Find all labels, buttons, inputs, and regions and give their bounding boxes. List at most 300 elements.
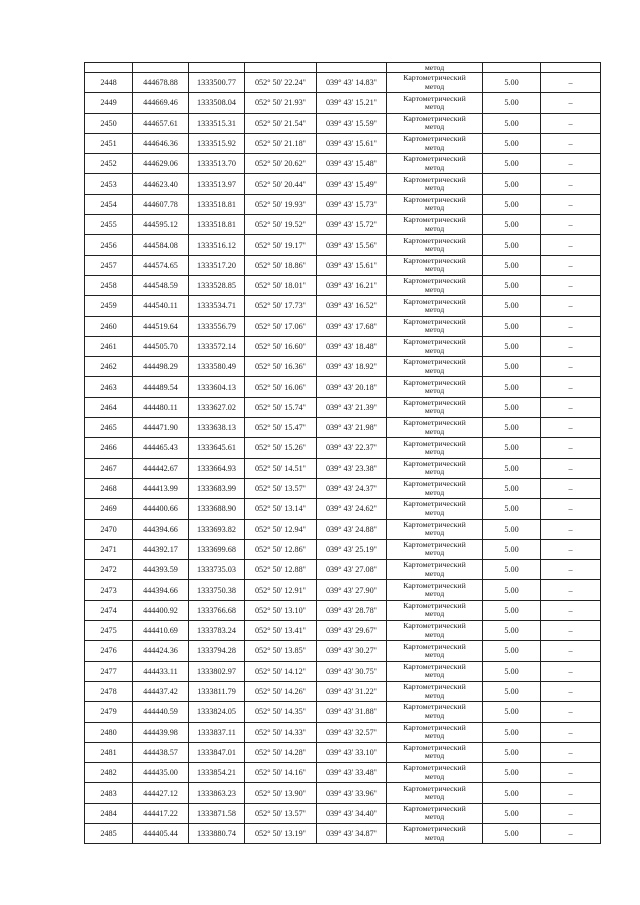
note-cell: – [541,215,601,235]
longitude-cell: 039° 43' 23.38" [317,458,387,478]
latitude-cell: 052° 50' 20.44" [245,174,317,194]
table-row [85,519,601,539]
longitude-cell: 039° 43' 17.68" [317,316,387,336]
table-row [85,478,601,498]
y-coordinate-cell: 1333518.81 [189,194,245,214]
y-coordinate-cell: 1333516.12 [189,235,245,255]
method-cell [387,519,483,539]
latitude-cell: 052° 50' 12.91" [245,580,317,600]
method-line-1: Картометрический [403,134,466,144]
table-row [85,661,601,681]
coordinates-table-body [85,63,601,844]
table-row [85,397,601,417]
method-cell [387,296,483,316]
table-cell [189,63,245,73]
table-row [85,458,601,478]
accuracy-cell: 5.00 [483,194,541,214]
x-coordinate-cell: 444519.64 [133,316,189,336]
point-number-cell: 2450 [85,113,133,133]
point-number-cell: 2480 [85,722,133,742]
y-coordinate-cell: 1333811.79 [189,681,245,701]
note-cell: – [541,783,601,803]
latitude-cell: 052° 50' 15.74" [245,397,317,417]
point-number-cell: 2467 [85,458,133,478]
x-coordinate-cell: 444607.78 [133,194,189,214]
method-cell [387,154,483,174]
table-cell [541,63,601,73]
table-row [85,681,601,701]
longitude-cell: 039° 43' 25.19" [317,539,387,559]
method-cell [387,418,483,438]
accuracy-cell: 5.00 [483,316,541,336]
x-coordinate-cell: 444540.11 [133,296,189,316]
table-row [85,154,601,174]
y-coordinate-cell: 1333783.24 [189,621,245,641]
point-number-cell: 2469 [85,499,133,519]
method-line-2: метод [424,528,445,538]
note-cell: – [541,194,601,214]
latitude-cell: 052° 50' 13.90" [245,783,317,803]
note-cell: – [541,702,601,722]
longitude-cell: 039° 43' 15.61" [317,133,387,153]
longitude-cell: 039° 43' 15.21" [317,93,387,113]
y-coordinate-cell: 1333515.31 [189,113,245,133]
method-cell [387,763,483,783]
method-line-2: метод [424,365,445,375]
latitude-cell: 052° 50' 14.35" [245,702,317,722]
longitude-cell: 039° 43' 15.72" [317,215,387,235]
point-number-cell: 2465 [85,418,133,438]
table-row [85,621,601,641]
y-coordinate-cell: 1333518.81 [189,215,245,235]
longitude-cell: 039° 43' 33.96" [317,783,387,803]
longitude-cell: 039° 43' 31.88" [317,702,387,722]
note-cell: – [541,621,601,641]
accuracy-cell: 5.00 [483,539,541,559]
x-coordinate-cell: 444646.36 [133,133,189,153]
y-coordinate-cell: 1333513.97 [189,174,245,194]
y-coordinate-cell: 1333528.85 [189,275,245,295]
longitude-cell: 039° 43' 34.40" [317,803,387,823]
table-row [85,133,601,153]
method-cell [387,235,483,255]
accuracy-cell: 5.00 [483,73,541,93]
x-coordinate-cell: 444440.59 [133,702,189,722]
accuracy-cell: 5.00 [483,397,541,417]
note-cell: – [541,763,601,783]
point-number-cell: 2456 [85,235,133,255]
latitude-cell: 052° 50' 13.10" [245,600,317,620]
method-line-2: метод [424,670,445,680]
method-line-1: Картометрический [403,377,466,387]
point-number-cell: 2475 [85,621,133,641]
table-cell [245,63,317,73]
table-row [85,438,601,458]
note-cell: – [541,357,601,377]
note-cell: – [541,803,601,823]
longitude-cell: 039° 43' 33.10" [317,742,387,762]
method-line-2: метод [424,304,445,314]
accuracy-cell: 5.00 [483,296,541,316]
method-line-2: метод [424,812,445,822]
x-coordinate-cell: 444505.70 [133,336,189,356]
point-number-cell: 2479 [85,702,133,722]
method-cell [387,742,483,762]
method-line-1: Картометрический [403,113,466,123]
method-line-2: метод [424,183,445,193]
latitude-cell: 052° 50' 12.86" [245,539,317,559]
method-line-1: Картометрический [403,763,466,773]
method-line-2: метод [424,81,445,91]
method-cell [387,174,483,194]
y-coordinate-cell: 1333572.14 [189,336,245,356]
method-cell [387,823,483,843]
method-line-2: метод [424,426,445,436]
point-number-cell: 2463 [85,377,133,397]
method-line-2: метод [424,345,445,355]
accuracy-cell: 5.00 [483,783,541,803]
accuracy-cell: 5.00 [483,357,541,377]
latitude-cell: 052° 50' 16.06" [245,377,317,397]
point-number-cell: 2474 [85,600,133,620]
note-cell: – [541,661,601,681]
method-line-1: Картометрический [403,479,466,489]
longitude-cell: 039° 43' 15.61" [317,255,387,275]
note-cell: – [541,255,601,275]
method-line-1: Картометрический [403,824,466,834]
accuracy-cell: 5.00 [483,235,541,255]
longitude-cell: 039° 43' 24.88" [317,519,387,539]
accuracy-cell: 5.00 [483,418,541,438]
method-line-1: Картометрический [403,276,466,286]
table-row [85,336,601,356]
note-cell: – [541,681,601,701]
method-line-1: Картометрический [403,174,466,184]
note-cell: – [541,539,601,559]
accuracy-cell: 5.00 [483,823,541,843]
accuracy-cell: 5.00 [483,458,541,478]
method-cell [387,499,483,519]
note-cell: – [541,458,601,478]
table-row [85,722,601,742]
method-line-2: метод [424,101,445,111]
coordinates-table [84,62,601,844]
longitude-cell: 039° 43' 18.48" [317,336,387,356]
point-number-cell: 2476 [85,641,133,661]
point-number-cell: 2471 [85,539,133,559]
longitude-cell: 039° 43' 21.39" [317,397,387,417]
longitude-cell: 039° 43' 24.37" [317,478,387,498]
x-coordinate-cell: 444629.06 [133,154,189,174]
method-line-2: метод [424,386,445,396]
y-coordinate-cell: 1333794.28 [189,641,245,661]
point-number-cell: 2483 [85,783,133,803]
point-number-cell: 2459 [85,296,133,316]
y-coordinate-cell: 1333604.13 [189,377,245,397]
point-number-cell: 2468 [85,478,133,498]
x-coordinate-cell: 444413.99 [133,478,189,498]
method-line-2: метод [424,710,445,720]
method-line-1: Картометрический [403,357,466,367]
method-line-1: Картометрический [403,438,466,448]
method-line-1: Картометрический [403,215,466,225]
table-row [85,702,601,722]
method-line-1: Картометрический [403,641,466,651]
note-cell: – [541,133,601,153]
latitude-cell: 052° 50' 16.60" [245,336,317,356]
method-line-1: Картометрический [403,418,466,428]
method-line-1: Картометрический [403,580,466,590]
method-line-2: метод [424,589,445,599]
method-line-2: метод [424,832,445,842]
longitude-cell: 039° 43' 24.62" [317,499,387,519]
accuracy-cell: 5.00 [483,336,541,356]
latitude-cell: 052° 50' 14.12" [245,661,317,681]
method-line-2: метод [424,731,445,741]
longitude-cell: 039° 43' 30.75" [317,661,387,681]
accuracy-cell: 5.00 [483,438,541,458]
x-coordinate-cell: 444405.44 [133,823,189,843]
table-row [85,73,601,93]
point-number-cell: 2472 [85,560,133,580]
longitude-cell: 039° 43' 21.98" [317,418,387,438]
latitude-cell: 052° 50' 22.24" [245,73,317,93]
latitude-cell: 052° 50' 14.26" [245,681,317,701]
point-number-cell: 2484 [85,803,133,823]
y-coordinate-cell: 1333517.20 [189,255,245,275]
x-coordinate-cell: 444678.88 [133,73,189,93]
method-line-2: метод [424,467,445,477]
method-cell [387,621,483,641]
latitude-cell: 052° 50' 12.88" [245,560,317,580]
method-cell [387,438,483,458]
point-number-cell: 2458 [85,275,133,295]
accuracy-cell: 5.00 [483,702,541,722]
x-coordinate-cell: 444465.43 [133,438,189,458]
accuracy-cell: 5.00 [483,600,541,620]
method-cell [387,215,483,235]
point-number-cell: 2464 [85,397,133,417]
method-line-2: метод [424,568,445,578]
method-cell [387,702,483,722]
y-coordinate-cell: 1333766.68 [189,600,245,620]
accuracy-cell: 5.00 [483,722,541,742]
note-cell: – [541,316,601,336]
longitude-cell: 039° 43' 16.52" [317,296,387,316]
table-row [85,823,601,843]
y-coordinate-cell: 1333515.92 [189,133,245,153]
method-cell [387,336,483,356]
method-line-2: метод [424,223,445,233]
note-cell: – [541,377,601,397]
latitude-cell: 052° 50' 20.62" [245,154,317,174]
longitude-cell: 039° 43' 33.48" [317,763,387,783]
longitude-cell: 039° 43' 34.87" [317,823,387,843]
point-number-cell: 2461 [85,336,133,356]
table-row [85,418,601,438]
table-row [85,316,601,336]
note-cell: – [541,174,601,194]
note-cell: – [541,113,601,133]
longitude-cell: 039° 43' 14.83" [317,73,387,93]
note-cell: – [541,600,601,620]
table-row [85,357,601,377]
latitude-cell: 052° 50' 17.06" [245,316,317,336]
method-line-2: метод [424,162,445,172]
table-row [85,377,601,397]
table-row [85,499,601,519]
accuracy-cell: 5.00 [483,174,541,194]
point-number-cell: 2454 [85,194,133,214]
accuracy-cell: 5.00 [483,763,541,783]
method-line-1: Картометрический [403,560,466,570]
longitude-cell: 039° 43' 30.27" [317,641,387,661]
note-cell: – [541,641,601,661]
table-row [85,580,601,600]
accuracy-cell: 5.00 [483,742,541,762]
latitude-cell: 052° 50' 13.41" [245,621,317,641]
longitude-cell: 039° 43' 29.67" [317,621,387,641]
x-coordinate-cell: 444400.66 [133,499,189,519]
latitude-cell: 052° 50' 16.36" [245,357,317,377]
x-coordinate-cell: 444424.36 [133,641,189,661]
method-line-1: Картометрический [403,255,466,265]
longitude-cell: 039° 43' 27.90" [317,580,387,600]
x-coordinate-cell: 444427.12 [133,783,189,803]
x-coordinate-cell: 444394.66 [133,519,189,539]
latitude-cell: 052° 50' 21.18" [245,133,317,153]
table-cell [317,63,387,73]
y-coordinate-cell: 1333802.97 [189,661,245,681]
y-coordinate-cell: 1333556.79 [189,316,245,336]
method-cell [387,661,483,681]
note-cell: – [541,560,601,580]
point-number-cell: 2455 [85,215,133,235]
point-number-cell: 2449 [85,93,133,113]
table-row [85,763,601,783]
table-row-continuation [85,63,601,73]
longitude-cell: 039° 43' 15.73" [317,194,387,214]
y-coordinate-cell: 1333693.82 [189,519,245,539]
method-line-1: Картометрический [403,540,466,550]
method-line-2: метод [424,609,445,619]
x-coordinate-cell: 444623.40 [133,174,189,194]
y-coordinate-cell: 1333534.71 [189,296,245,316]
method-line-1: Картометрический [403,296,466,306]
note-cell: – [541,478,601,498]
latitude-cell: 052° 50' 19.17" [245,235,317,255]
note-cell: – [541,397,601,417]
method-cell [387,113,483,133]
method-line-1: Картометрический [403,337,466,347]
note-cell: – [541,336,601,356]
y-coordinate-cell: 1333750.38 [189,580,245,600]
method-cell [387,63,483,73]
x-coordinate-cell: 444410.69 [133,621,189,641]
method-line-2: метод [424,325,445,335]
table-row [85,174,601,194]
note-cell: – [541,438,601,458]
x-coordinate-cell: 444548.59 [133,275,189,295]
accuracy-cell: 5.00 [483,560,541,580]
table-row [85,742,601,762]
latitude-cell: 052° 50' 13.57" [245,478,317,498]
method-line-1: Картометрический [403,682,466,692]
x-coordinate-cell: 444489.54 [133,377,189,397]
method-line-1: Картометрический [403,397,466,407]
longitude-cell: 039° 43' 15.56" [317,235,387,255]
latitude-cell: 052° 50' 21.93" [245,93,317,113]
latitude-cell: 052° 50' 13.19" [245,823,317,843]
method-cell [387,681,483,701]
y-coordinate-cell: 1333500.77 [189,73,245,93]
point-number-cell: 2477 [85,661,133,681]
y-coordinate-cell: 1333863.23 [189,783,245,803]
y-coordinate-cell: 1333664.93 [189,458,245,478]
x-coordinate-cell: 444669.46 [133,93,189,113]
x-coordinate-cell: 444471.90 [133,418,189,438]
note-cell: – [541,722,601,742]
method-cell [387,133,483,153]
x-coordinate-cell: 444439.98 [133,722,189,742]
point-number-cell: 2482 [85,763,133,783]
accuracy-cell: 5.00 [483,215,541,235]
latitude-cell: 052° 50' 13.85" [245,641,317,661]
y-coordinate-cell: 1333837.11 [189,722,245,742]
accuracy-cell: 5.00 [483,377,541,397]
method-cell [387,478,483,498]
note-cell: – [541,519,601,539]
note-cell: – [541,742,601,762]
point-number-cell: 2451 [85,133,133,153]
method-line-1: Картометрический [403,235,466,245]
table-row [85,560,601,580]
table-row [85,803,601,823]
accuracy-cell: 5.00 [483,661,541,681]
x-coordinate-cell: 444400.92 [133,600,189,620]
x-coordinate-cell: 444433.11 [133,661,189,681]
accuracy-cell: 5.00 [483,641,541,661]
point-number-cell: 2462 [85,357,133,377]
x-coordinate-cell: 444498.29 [133,357,189,377]
y-coordinate-cell: 1333683.99 [189,478,245,498]
point-number-cell: 2466 [85,438,133,458]
accuracy-cell: 5.00 [483,621,541,641]
method-line-2: метод [424,244,445,254]
accuracy-cell: 5.00 [483,93,541,113]
x-coordinate-cell: 444393.59 [133,560,189,580]
point-number-cell: 2481 [85,742,133,762]
y-coordinate-cell: 1333880.74 [189,823,245,843]
method-cell [387,580,483,600]
method-cell [387,803,483,823]
x-coordinate-cell: 444574.65 [133,255,189,275]
latitude-cell: 052° 50' 17.73" [245,296,317,316]
note-cell: – [541,418,601,438]
y-coordinate-cell: 1333645.61 [189,438,245,458]
x-coordinate-cell: 444417.22 [133,803,189,823]
accuracy-cell: 5.00 [483,133,541,153]
method-cell [387,641,483,661]
longitude-cell: 039° 43' 18.92" [317,357,387,377]
accuracy-cell: 5.00 [483,519,541,539]
longitude-cell: 039° 43' 27.08" [317,560,387,580]
longitude-cell: 039° 43' 32.57" [317,722,387,742]
latitude-cell: 052° 50' 14.51" [245,458,317,478]
table-cell [483,63,541,73]
latitude-cell: 052° 50' 13.14" [245,499,317,519]
note-cell: – [541,275,601,295]
